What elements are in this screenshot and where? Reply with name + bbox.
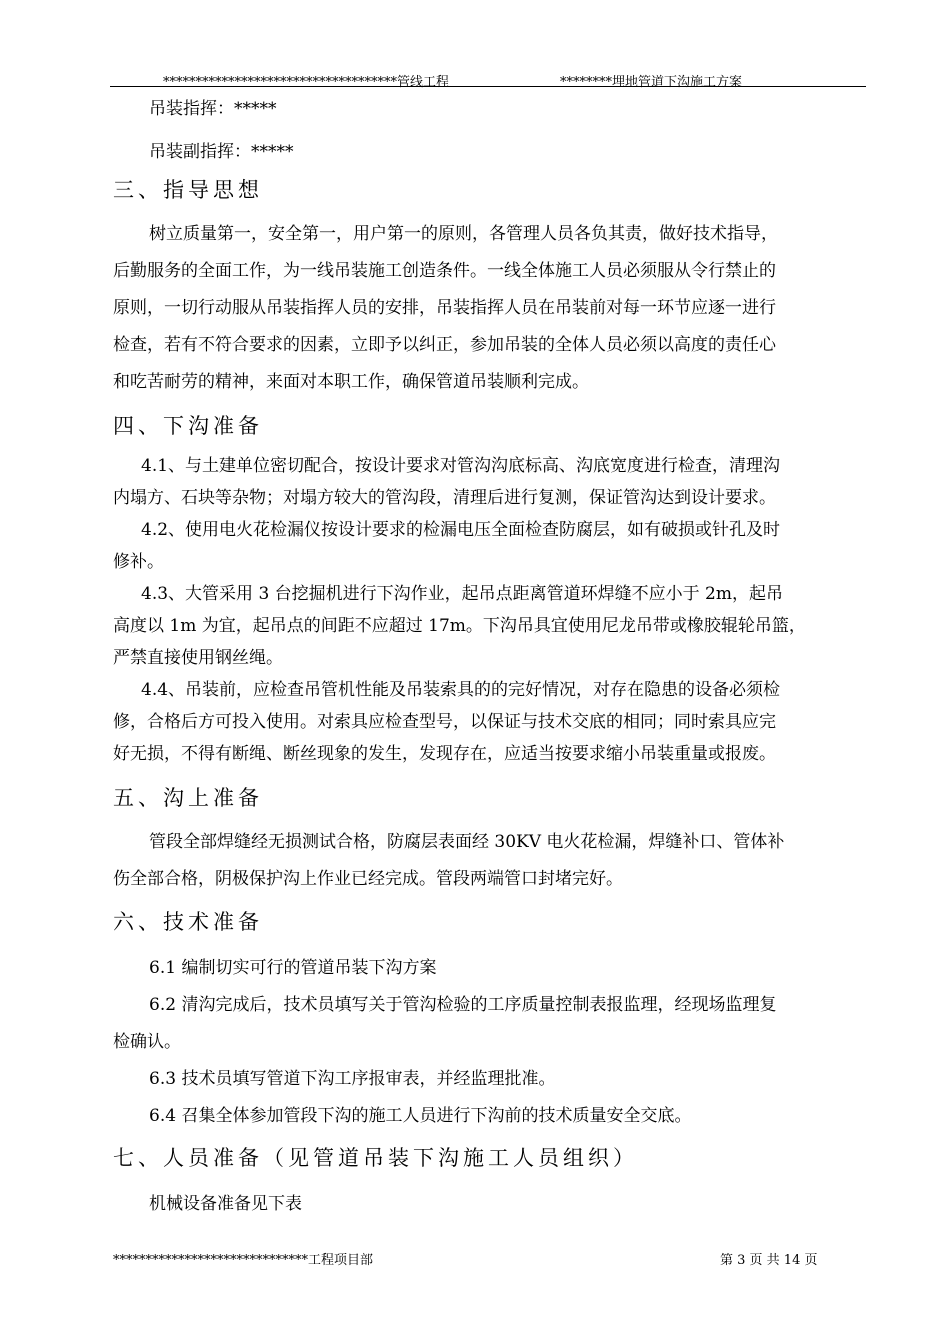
header-project-name: ************************************管线工程: [163, 75, 450, 90]
section-5-title: 五、沟上准备: [113, 786, 263, 810]
section-3-line: 原则，一切行动服从吊装指挥人员的安排，吊装指挥人员在吊装前对每一环节应逐一进行: [113, 298, 776, 318]
section-4-body: [113, 450, 858, 770]
section-4-item-4-4: 4.4、吊装前，应检查吊管机性能及吊装索具的的完好情况，对存在隐患的设备必须检: [141, 680, 781, 700]
footer-page-number: 第 3 页 共 14 页: [720, 1253, 818, 1268]
role-deputy-commander: 吊装副指挥：*****: [149, 142, 294, 162]
section-4-item-line: 好无损，不得有断绳、断丝现象的发生，发现存在，应适当按要求缩小吊装重量或报废。: [113, 744, 776, 764]
section-6-item-6-3: 6.3 技术员填写管道下沟工序报审表，并经监理批准。: [149, 1069, 556, 1089]
section-5-line: 伤全部合格，阴极保护沟上作业已经完成。管段两端管口封堵完好。: [113, 869, 623, 889]
section-4-item-line: 修，合格后方可投入使用。对索具应检查型号，以保证与技术交底的相同；同时索具应完: [113, 712, 776, 732]
page-body: [113, 94, 858, 1214]
section-3-line: 和吃苦耐劳的精神，来面对本职工作，确保管道吊装顺利完成。: [113, 372, 589, 392]
section-4-item-4-1: 4.1、与土建单位密切配合，按设计要求对管沟沟底标高、沟底宽度进行检查，清理沟: [141, 456, 781, 476]
section-3-title: 三、指导思想: [113, 178, 263, 202]
section-5-line: 管段全部焊缝经无损测试合格，防腐层表面经 30KV 电火花检漏，焊缝补口、管体补: [149, 832, 785, 852]
section-6-title: 六、技术准备: [113, 910, 263, 934]
section-4-title: 四、下沟准备: [113, 414, 263, 438]
section-6-item-6-4: 6.4 召集全体参加管段下沟的施工人员进行下沟前的技术质量安全交底。: [149, 1106, 692, 1126]
section-6-item-6-2: 6.2 清沟完成后，技术员填写关于管沟检验的工序质量控制表报监理，经现场监理复: [149, 995, 777, 1015]
section-4-item-line: 严禁直接使用钢丝绳。: [113, 648, 283, 668]
section-3-line: 检查，若有不符合要求的因素，立即予以纠正，参加吊装的全体人员必须以高度的责任心: [113, 335, 776, 355]
section-7-body: [113, 1186, 858, 1223]
section-4-item-line: 高度以 1m 为宜，起吊点的间距不应超过 17m。下沟吊具宜使用尼龙吊带或橡胶辊轮吊篮，: [113, 616, 806, 636]
section-3-body: [113, 216, 858, 401]
section-3-line: 后勤服务的全面工作，为一线吊装施工创造条件。一线全体施工人员必须服从令行禁止的: [113, 261, 776, 281]
header-divider: [110, 86, 866, 87]
section-7-title: 七、人员准备（见管道吊装下沟施工人员组织）: [113, 1146, 638, 1170]
header-document-title: ********埋地管道下沟施工方案: [560, 75, 743, 90]
section-3-line: 树立质量第一，安全第一，用户第一的原则，各管理人员各负其责，做好技术指导，: [149, 224, 778, 244]
section-4-item-line: 修补。: [113, 552, 164, 572]
section-4-item-line: 内塌方、石块等杂物；对塌方较大的管沟段，清理后进行复测，保证管沟达到设计要求。: [113, 488, 776, 508]
role-lifting-commander: 吊装指挥：*****: [149, 99, 277, 119]
section-6-body: [113, 950, 858, 1135]
section-7-line: 机械设备准备见下表: [149, 1194, 302, 1214]
section-4-item-4-3: 4.3、大管采用 3 台挖掘机进行下沟作业，起吊点距离管道环焊缝不应小于 2m，起吊: [141, 584, 783, 604]
section-4-item-4-2: 4.2、使用电火花检漏仪按设计要求的检漏电压全面检查防腐层，如有破损或针孔及时: [141, 520, 781, 540]
section-6-item-line: 检确认。: [113, 1032, 181, 1052]
section-5-body: [113, 824, 858, 898]
section-6-item-6-1: 6.1 编制切实可行的管道吊装下沟方案: [149, 958, 437, 978]
footer-department: ******************************工程项目部: [113, 1253, 374, 1268]
